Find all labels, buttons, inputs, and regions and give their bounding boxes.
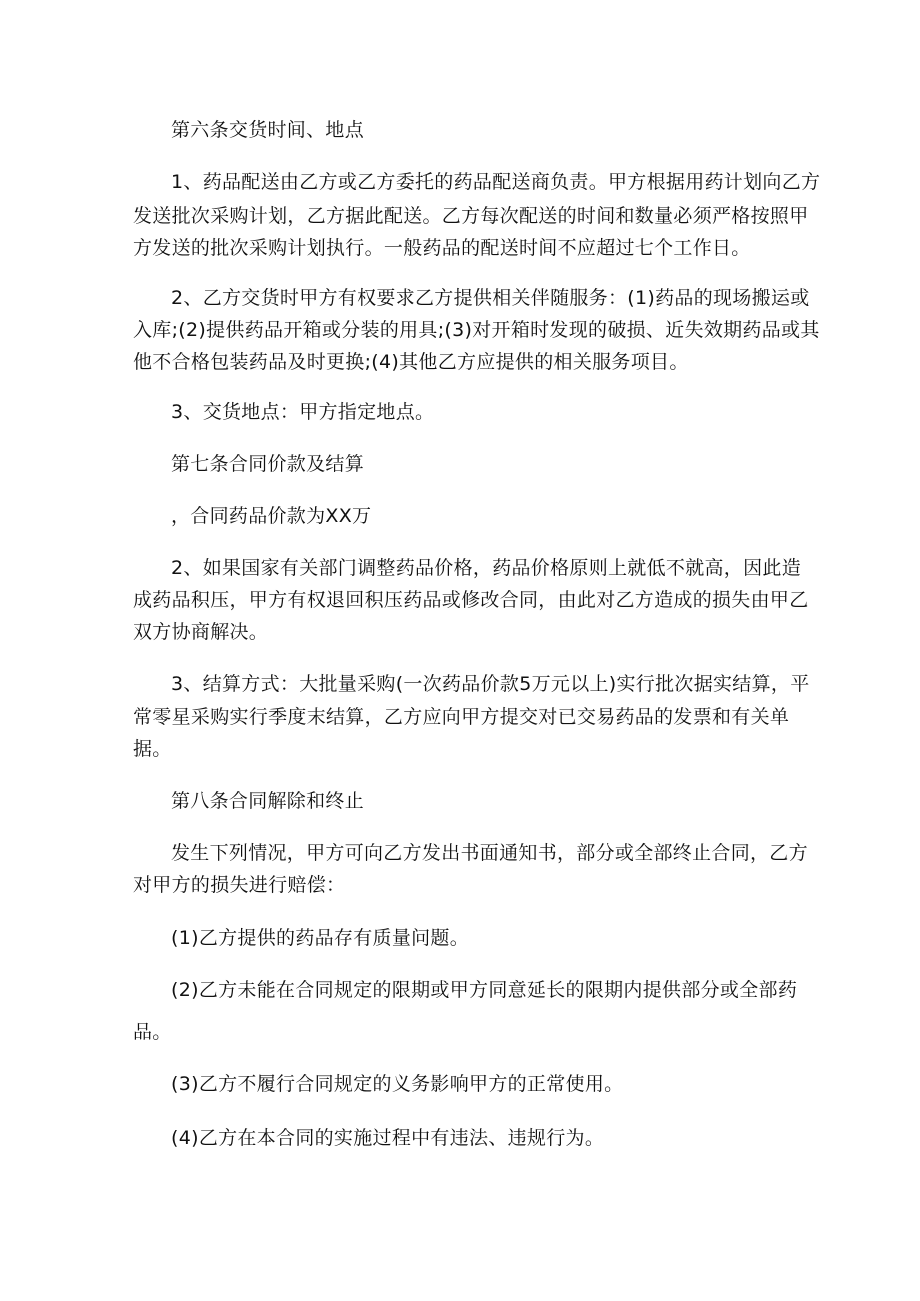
- paragraph-line: 发生下列情况，甲方可向乙方发出书面通知书，部分或全部终止合同，乙方: [171, 842, 808, 864]
- paragraph-line: 他不合格包装药品及时更换;(4)其他乙方应提供的相关服务项目。: [133, 351, 689, 373]
- list-item-continuation: 品。: [133, 1021, 172, 1043]
- list-item: (4)乙方在本合同的实施过程中有违法、违规行为。: [171, 1127, 605, 1149]
- paragraph-line: 3、结算方式：大批量采购(一次药品价款5万元以上)实行批次据实结算，平: [171, 673, 810, 695]
- paragraph-line: 据。: [133, 738, 172, 760]
- paragraph-line: 入库;(2)提供药品开箱或分装的用具;(3)对开箱时发现的破损、近失效期药品或其: [133, 319, 820, 341]
- section-heading-article-6: 第六条交货时间、地点: [171, 119, 365, 141]
- list-item: (1)乙方提供的药品存有质量问题。: [171, 927, 470, 949]
- paragraph-line: 2、乙方交货时甲方有权要求乙方提供相关伴随服务：(1)药品的现场搬运或: [171, 287, 810, 309]
- paragraph-line: 3、交货地点：甲方指定地点。: [171, 401, 435, 423]
- list-item: (2)乙方未能在合同规定的限期或甲方同意延长的限期内提供部分或全部药: [171, 979, 798, 1001]
- section-heading-article-8: 第八条合同解除和终止: [171, 790, 365, 812]
- paragraph-line: 方发送的批次采购计划执行。一般药品的配送时间不应超过七个工作日。: [133, 237, 751, 259]
- paragraph-line: 对甲方的损失进行赔偿：: [133, 874, 346, 896]
- paragraph-line: 2、如果国家有关部门调整药品价格，药品价格原则上就低不就高，因此造: [171, 557, 801, 579]
- paragraph-line: 1、药品配送由乙方或乙方委托的药品配送商负责。甲方根据用药计划向乙方: [171, 171, 821, 193]
- paragraph-line: 双方协商解决。: [133, 621, 269, 643]
- list-item: (3)乙方不履行合同规定的义务影响甲方的正常使用。: [171, 1073, 624, 1095]
- paragraph-line: 常零星采购实行季度末结算，乙方应向甲方提交对已交易药品的发票和有关单: [133, 706, 790, 728]
- paragraph-line: 发送批次采购计划，乙方据此配送。乙方每次配送的时间和数量必须严格按照甲: [133, 205, 809, 227]
- paragraph-line: ，合同药品价款为XX万: [171, 505, 372, 527]
- paragraph-line: 成药品积压，甲方有权退回积压药品或修改合同，由此对乙方造成的损失由甲乙: [133, 589, 809, 611]
- section-heading-article-7: 第七条合同价款及结算: [171, 453, 365, 475]
